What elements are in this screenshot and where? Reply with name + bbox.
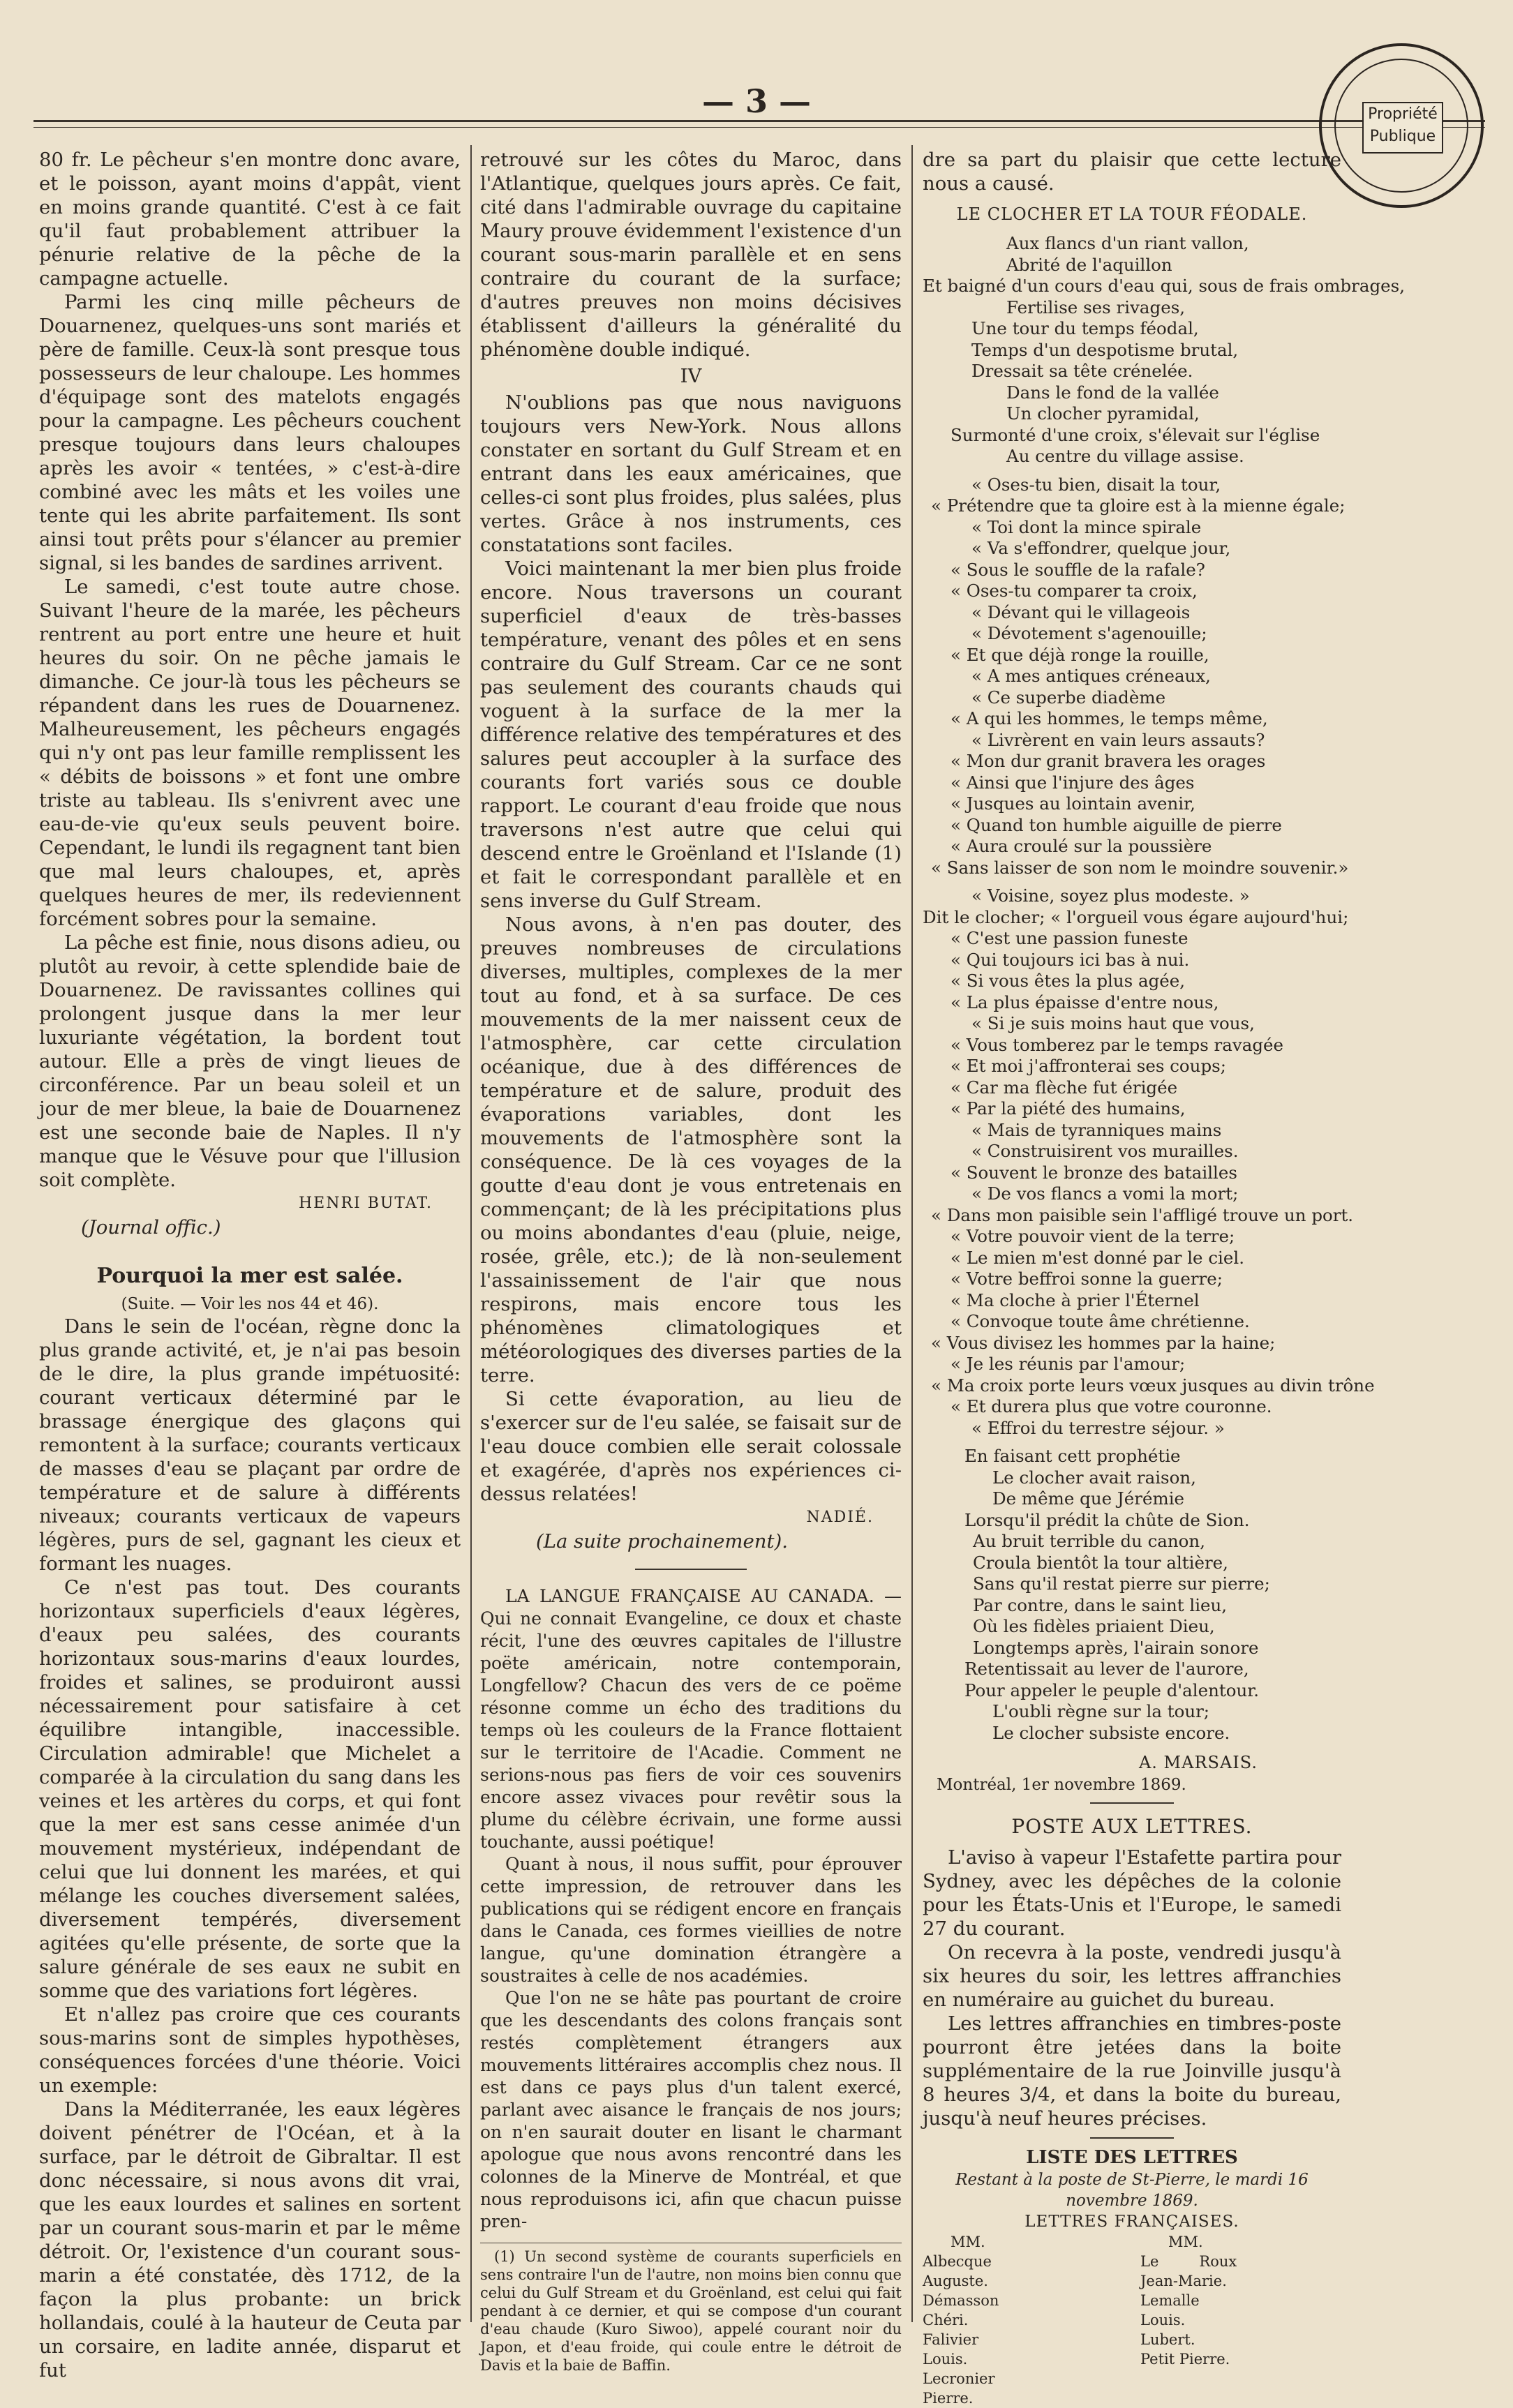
poem-title: LE CLOCHER ET LA TOUR FÉODALE. bbox=[956, 204, 1308, 224]
poem-line: « Mais de tyranniques mains bbox=[971, 1119, 1222, 1140]
poem-line: Lorsqu'il prédit la chûte de Sion. bbox=[964, 1509, 1250, 1530]
poem-date: Montréal, 1er novembre 1869. bbox=[937, 1776, 1186, 1794]
page-number: — 3 — bbox=[701, 82, 812, 120]
poem-line: « De vos flancs a vomi la mort; bbox=[971, 1183, 1239, 1204]
liste-subtitle: Restant à la poste de St-Pierre, le mardi 16 novembre 1869. bbox=[955, 2171, 1309, 2210]
section-numeral: IV bbox=[680, 365, 702, 387]
column-1 bbox=[39, 148, 461, 2382]
poem-line: « Dans mon paisible sein l'affligé trouve un port. bbox=[931, 1204, 1354, 1225]
poem-line: « Sous le souffle de la rafale? bbox=[951, 559, 1205, 580]
poem-line: « Aura croulé sur la poussière bbox=[951, 836, 1212, 856]
separator-rule bbox=[635, 1569, 747, 1570]
poem-line: Dans le fond de la vallée bbox=[1006, 382, 1219, 403]
lettres-list bbox=[923, 2232, 1341, 2408]
stamp-line-1: Propriété bbox=[1368, 105, 1438, 123]
poem-line: Au centre du village assise. bbox=[1006, 446, 1244, 466]
poem-line: « Ma cloche à prier l'Éternel bbox=[951, 1289, 1200, 1310]
poem-line: « Par la piété des humains, bbox=[951, 1098, 1186, 1119]
paragraph: On recevra à la poste, vendredi jusqu'à six heures du soir, les lettres affranchies en numéraire au guichet du bureau. bbox=[923, 1941, 1341, 2011]
list-item: Lecronier Pierre. bbox=[923, 2370, 995, 2407]
paragraph: Nous avons, à n'en pas douter, des preuves nombreuses de circulations diverses, multiples, complexes de la mer tout au fond, et à sa surface. De ces mouvements de la mer naissent ceux de l'atmosphère, car cette circulation océanique, due à des différences de température et de salure, produit des évaporations variables, dont les mouvements de l'atmosphère sont la conséquence. De là ces voyages de la goutte d'eau dont je vous entretenais en commençant; de là les précipitations plus ou moins abondantes d'eau (pluie, neige, rosée, grêle, etc.); de là non-seulement l'assainissement de l'air que nous respirons, mais encore tous les phénomènes climatologiques et météorologiques des diverses parties de la terre. bbox=[480, 913, 902, 1386]
source-note: (Journal offic.) bbox=[81, 1216, 221, 1239]
poem-line: « Dévotement s'agenouille; bbox=[971, 623, 1207, 643]
poem-line: « Oses-tu bien, disait la tour, bbox=[971, 474, 1221, 495]
poem-line: « Ma croix porte leurs vœux jusques au divin trône bbox=[931, 1375, 1375, 1396]
column-divider-1 bbox=[470, 145, 472, 2322]
poem-line: « Et moi j'affronterai ses coups; bbox=[951, 1056, 1226, 1076]
list-item: MM. bbox=[951, 2234, 985, 2250]
separator-rule bbox=[1090, 2137, 1174, 2139]
poem-line: « Vous tomberez par le temps ravagée bbox=[951, 1034, 1284, 1055]
list-item: Démasson Chéri. bbox=[923, 2292, 999, 2328]
poem-line: « Vous divisez les hommes par la haine; bbox=[931, 1332, 1276, 1353]
column-divider-2 bbox=[911, 145, 913, 2322]
continued-note: (Suite. — Voir les nos 44 et 46). bbox=[121, 1295, 379, 1313]
poem-line: « Ainsi que l'injure des âges bbox=[951, 772, 1195, 793]
poem-line: L'oubli règne sur la tour; bbox=[992, 1701, 1210, 1721]
separator-rule bbox=[1090, 1802, 1174, 1804]
poem-line: En faisant cett prophétie bbox=[964, 1446, 1181, 1466]
poem-line: Surmonté d'une croix, s'élevait sur l'église bbox=[951, 424, 1320, 445]
poem-line: Au bruit terrible du canon, bbox=[973, 1531, 1205, 1551]
article-title: Pourquoi la mer est salée. bbox=[96, 1264, 403, 1288]
archive-stamp bbox=[1319, 43, 1484, 208]
paragraph: Et n'allez pas croire que ces courants sous-marins sont de simples hypothèses, conséquences forcées d'une théorie. Voici un exemple: bbox=[39, 2003, 461, 2097]
column-3 bbox=[923, 148, 1405, 2408]
poem-line: Le clocher avait raison, bbox=[992, 1467, 1196, 1488]
lettres-left bbox=[923, 2232, 1124, 2408]
stamp-label bbox=[1362, 102, 1443, 154]
paragraph: Ce n'est pas tout. Des courants horizontaux superficiels d'eaux légères, d'eaux peu salées, des courants horizontaux sous-marins d'eaux lourdes, froides et salines, se produiront aussi nécessairement pour satisfaire à cet équilibre intangible, inaccessible. Circulation admirable! que Michelet a comparée à la circulation du sang dans les veines et les artères du corps, et qui font que la mer est sans cesse animée d'un mouvement mystérieux, indépendant de celui que lui donnent les marées, et qui mélange les couches diversement salées, diversement tempérés, diversement agitées qu'elle présente, de sorte que la salure générale de ses eaux ne subit en somme que des variations fort légères. bbox=[39, 1576, 461, 2002]
poem-line: « Voisine, soyez plus modeste. » bbox=[971, 885, 1250, 906]
paragraph: LA LANGUE FRANÇAISE AU CANADA. — Qui ne connait Evangeline, ce doux et chaste récit, l'une des œuvres capitales de l'illustre poëte américain, notre contemporain, Longfellow? Chacun des vers de ce poëme résonne comme un écho des traditions du temps où les couleurs de la France flottaient sur le territoire de l'Acadie. Comment ne serions-nous pas fiers de voir ces souvenirs encore assez vivaces pour revêtir sous la plume du célèbre écrivain, une forme aussi touchante, aussi poétique! bbox=[480, 1586, 902, 1852]
poste-title: POSTE AUX LETTRES. bbox=[1011, 1815, 1253, 1838]
paragraph: Parmi les cinq mille pêcheurs de Douarnenez, quelques-uns sont mariés et père de famille. Ceux-là sont presque tous possesseurs de leur chaloupe. Les hommes d'équipage sont des matelots engagés pour la campagne. Les pêcheurs couchent presque toujours dans leurs chaloupes après les avoir « tentées, » c'est-à-dire combiné avec les mâts et les voiles une tente qui les abrite parfaitement. Ils sont ainsi tout prêts pour s'élancer au premier signal, si les bandes de sardines arrivent. bbox=[39, 291, 461, 574]
poem-line: « Sans laisser de son nom le moindre souvenir.» bbox=[931, 857, 1349, 878]
paragraph: Les lettres affranchies en timbres-poste pourront être jetées dans la boite supplémentaire de la rue Joinville jusqu'à 8 heures 3/4, et dans la boite du bureau, jusqu'à neuf heures précises. bbox=[923, 2012, 1341, 2130]
poem-line: « A mes antiques créneaux, bbox=[971, 666, 1211, 686]
paragraph: Voici maintenant la mer bien plus froide encore. Nous traversons un courant superficiel d'eaux de très-basses température, venant des pôles et en sens contraire du Gulf Stream. Car ce ne sont pas seulement des courants chauds qui voguent à la surface de la mer la différence relative des températures et des salures peut accoupler à la surface des courants fort variés sous ce double rapport. Le courant d'eau froide que nous traversons n'est autre que celui qui descend entre le Groënland et l'Islande (1) et fait le correspondant parallèle et en sens inverse du Gulf Stream. bbox=[480, 558, 902, 912]
poem-line: « Effroi du terrestre séjour. » bbox=[971, 1417, 1225, 1438]
header-rule-thin bbox=[33, 127, 1485, 128]
list-item: Le Roux Jean-Marie. bbox=[1140, 2253, 1237, 2289]
paragraph: Dans la Méditerranée, les eaux légères doivent pénétrer de l'Océan, et à la surface, par le détroit de Gibraltar. Il est donc nécessaire, si nous avons dit vrai, que les eaux lourdes et salines en sortent par un courant sous-marin et par le même détroit. Or, l'existence d'un courant sous-marin a été constatée, dès 1712, de la façon la plus probante: un brick hollandais, coulé à la hauteur de Ceuta par un corsaire, en ladite année, disparut et fut bbox=[39, 2098, 461, 2381]
signature: NADIÉ. bbox=[806, 1509, 874, 1526]
list-item: Falivier Louis. bbox=[923, 2331, 979, 2368]
poem-line: « Quand ton humble aiguille de pierre bbox=[951, 814, 1282, 835]
poem-line: « Jusques au lointain avenir, bbox=[951, 793, 1195, 814]
liste-title: LISTE DES LETTRES bbox=[1026, 2147, 1238, 2168]
paragraph: Que l'on ne se hâte pas pourtant de croire que les descendants des colons français sont restés complètement étrangers aux mouvements littéraires accomplis chez nous. Il est dans ce pays plus d'un talent exercé, parlant avec aisance le français de nos jours; on n'en saurait douter en lisant le charmant apologue que nous avons rencontré dans les colonnes de la Minerve de Montréal, et que nous reproduisons ici, afin que chacun puisse pren- bbox=[480, 1988, 902, 2231]
header-rule bbox=[33, 120, 1485, 122]
poem-stanza-4 bbox=[923, 1446, 1341, 1744]
poem-line: « Je les réunis par l'amour; bbox=[951, 1354, 1186, 1374]
paragraph: La pêche est finie, nous disons adieu, ou plutôt au revoir, à cette splendide baie de Douarnenez. De ravissantes collines qui prolongent jusque dans la mer leur luxuriante végétation, la bordent tout autour. Elle a près de vingt lieues de circonférence. Par un beau soleil et un jour de mer bleue, la baie de Douarnenez est une seconde baie de Naples. Il n'y manque que le Vésuve pour que l'illusion soit complète. bbox=[39, 932, 461, 1191]
poem-line: « Convoque toute âme chrétienne. bbox=[951, 1311, 1250, 1331]
list-item: Petit Pierre. bbox=[1140, 2351, 1230, 2368]
paragraph: L'aviso à vapeur l'Estafette partira pour Sydney, avec les dépêches de la colonie pour les États-Unis et l'Europe, le samedi 27 du courant. bbox=[923, 1846, 1341, 1940]
poem-line: « Si vous êtes la plus agée, bbox=[951, 971, 1186, 991]
poem-line: « Qui toujours ici bas à nui. bbox=[951, 949, 1190, 970]
paragraph: 80 fr. Le pêcheur s'en montre donc avare, et le poisson, ayant moins d'appât, vient en moins grande quantité. C'est à ce fait qu'il faut probablement attribuer la pénurie relative de la pêche de la campagne actuelle. bbox=[39, 149, 461, 290]
poem-line: « Ce superbe diadème bbox=[971, 687, 1166, 708]
poem-line: Retentissait au lever de l'aurore, bbox=[964, 1659, 1249, 1679]
poem-line: « A qui les hommes, le temps même, bbox=[951, 708, 1268, 728]
list-item: Lubert. bbox=[1140, 2331, 1195, 2348]
paragraph: Le samedi, c'est toute autre chose. Suivant l'heure de la marée, les pêcheurs rentrent au port entre une heure et huit heures du soir. On ne pêche jamais le dimanche. Ce jour-là tous les pêcheurs se répandent dans les rues de Douarnenez. Malheureusement, les pêcheurs engagés qui n'y ont pas leur famille remplissent les « débits de boissons » et font une ombre triste au tableau. Ils s'enivrent avec une eau-de-vie qu'eux seuls peuvent boire. Cependant, le lundi ils regagnent tant bien que mal leurs chaloupes, et, après quelques heures de mer, ils redeviennent forcément sobres pour la semaine. bbox=[39, 576, 461, 930]
poem-line: Dressait sa tête crénelée. bbox=[971, 361, 1193, 381]
poem-line: Par contre, dans le saint lieu, bbox=[973, 1594, 1228, 1615]
poem-line: « Livrèrent en vain leurs assauts? bbox=[971, 729, 1265, 750]
paragraph: N'oublions pas que nous naviguons toujours vers New-York. Nous allons constater en sortant du Gulf Stream et en entrant dans les eaux américaines, que celles-ci sont plus froides, plus salées, plus vertes. Grâce à nos instruments, ces constatations sont faciles. bbox=[480, 391, 902, 556]
poem-stanza-2 bbox=[923, 474, 1349, 879]
paragraph: dre sa part du plaisir que cette lecture nous a causé. bbox=[923, 149, 1341, 195]
liste-heading: LETTRES FRANÇAISES. bbox=[1024, 2213, 1239, 2231]
poem-line: « Va s'effondrer, quelque jour, bbox=[971, 538, 1231, 558]
poem-line: « Oses-tu comparer ta croix, bbox=[951, 581, 1198, 601]
paragraph: retrouvé sur les côtes du Maroc, dans l'Atlantique, quelques jours après. Ce fait, cité dans l'admirable ouvrage du capitaine Maury prouve évidemment l'existence d'un courant sous-marin parallèle et en sens contraire du courant de la surface; d'autres preuves non moins décisives établissent d'ailleurs la généralité du phénomène double indiqué. bbox=[480, 149, 902, 361]
paragraph: Si cette évaporation, au lieu de s'exercer sur de l'eu salée, se faisait sur de l'eau douce combien elle serait colossale et exagérée, d'après nos expériences ci-dessus relatées! bbox=[480, 1388, 902, 1505]
poem-line: Sans qu'il restat pierre sur pierre; bbox=[973, 1573, 1270, 1594]
continued-note: (La suite prochainement). bbox=[536, 1530, 788, 1553]
poem-line: « Et que déjà ronge la rouille, bbox=[951, 644, 1209, 665]
poem-line: « Construisirent vos murailles. bbox=[971, 1141, 1239, 1161]
poem-line: « Souvent le bronze des batailles bbox=[951, 1162, 1237, 1183]
poem-stanza-3 bbox=[923, 885, 1375, 1439]
poem-line: « Dévant qui le villageois bbox=[971, 601, 1191, 622]
footnote: (1) Un second système de courants superficiels en sens contraire l'un de l'autre, non moins bien connu que celui du Gulf Stream et du Groënland, est celui qui fait pendant à ce dernier, et qui se compose d'un courant d'eau chaude (Kuro Siwoo), appelé courant noir du Japon, et d'eau froide, qui coule entre le détroit de Davis et la baie de Baffin. bbox=[480, 2243, 902, 2375]
list-item: Lemalle Louis. bbox=[1140, 2292, 1200, 2328]
poem-line: « Votre pouvoir vient de la terre; bbox=[951, 1226, 1235, 1246]
poem-line: Abrité de l'aquillon bbox=[1006, 254, 1172, 275]
signature: HENRI BUTAT. bbox=[298, 1195, 433, 1212]
paragraph: Dans le sein de l'océan, règne donc la plus grande activité, et, je n'ai pas besoin de le dire, la plus grande impétuosité: courant verticaux déterminé par le brassage énergique des glaçons qui remontent à la surface; courants verticaux de masses d'eau se plaçant par ordre de température et de salure à différents niveaux; courants verticaux de vapeurs légères, purs de sel, gagnant les cieux et formant les nuages. bbox=[39, 1315, 461, 1575]
poem-line: Le clocher subsiste encore. bbox=[992, 1722, 1230, 1743]
stamp-line-2: Publique bbox=[1369, 128, 1436, 145]
poem-line: « La plus épaisse d'entre nous, bbox=[951, 992, 1219, 1012]
poem-line: Longtemps après, l'airain sonore bbox=[973, 1637, 1259, 1658]
lettres-right bbox=[1140, 2232, 1341, 2408]
poem-line: « Prétendre que ta gloire est à la mienne égale; bbox=[931, 495, 1346, 516]
poem-line: « Car ma flèche fut érigée bbox=[951, 1077, 1178, 1098]
paragraph: Quant à nous, il nous suffit, pour éprouver cette impression, de retrouver dans les publications qui se rédigent encore en français dans le Canada, ces formes vieillies de notre langue, qu'une domination étrangère a soustraites à celle de nos académies. bbox=[480, 1854, 902, 1986]
poem-line: « Toi dont la mince spirale bbox=[971, 516, 1202, 537]
poem-line: Croula bientôt la tour altière, bbox=[973, 1552, 1228, 1573]
poem-line: « Mon dur granit bravera les orages bbox=[951, 751, 1266, 771]
poem-line: « C'est une passion funeste bbox=[951, 928, 1188, 948]
poem-line: « Et durera plus que votre couronne. bbox=[951, 1396, 1272, 1416]
poem-line: Pour appeler le peuple d'alentour. bbox=[964, 1680, 1260, 1700]
poem-stanza-1 bbox=[923, 233, 1405, 468]
list-item: MM. bbox=[1168, 2234, 1203, 2250]
poem-line: De même que Jérémie bbox=[992, 1488, 1185, 1509]
column-2 bbox=[480, 148, 902, 2375]
poem-line: Un clocher pyramidal, bbox=[1006, 403, 1200, 424]
poem-line: Une tour du temps féodal, bbox=[971, 318, 1199, 338]
poem-line: Temps d'un despotisme brutal, bbox=[971, 339, 1239, 360]
poem-line: « Le mien m'est donné par le ciel. bbox=[951, 1247, 1245, 1268]
poem-line: Fertilise ses rivages, bbox=[1006, 297, 1186, 317]
poem-signature: A. MARSAIS. bbox=[1138, 1753, 1258, 1772]
poem-line: Aux flancs d'un riant vallon, bbox=[1006, 233, 1249, 253]
poem-line: « Si je suis moins haut que vous, bbox=[971, 1013, 1255, 1033]
poem-line: Et baigné d'un cours d'eau qui, sous de frais ombrages, bbox=[923, 276, 1405, 296]
poem-line: « Votre beffroi sonne la guerre; bbox=[951, 1269, 1223, 1289]
list-item: Albecque Auguste. bbox=[923, 2253, 992, 2289]
poem-line: Dit le clocher; « l'orgueil vous égare aujourd'hui; bbox=[923, 906, 1349, 927]
poem-line: Où les fidèles priaient Dieu, bbox=[973, 1616, 1215, 1636]
